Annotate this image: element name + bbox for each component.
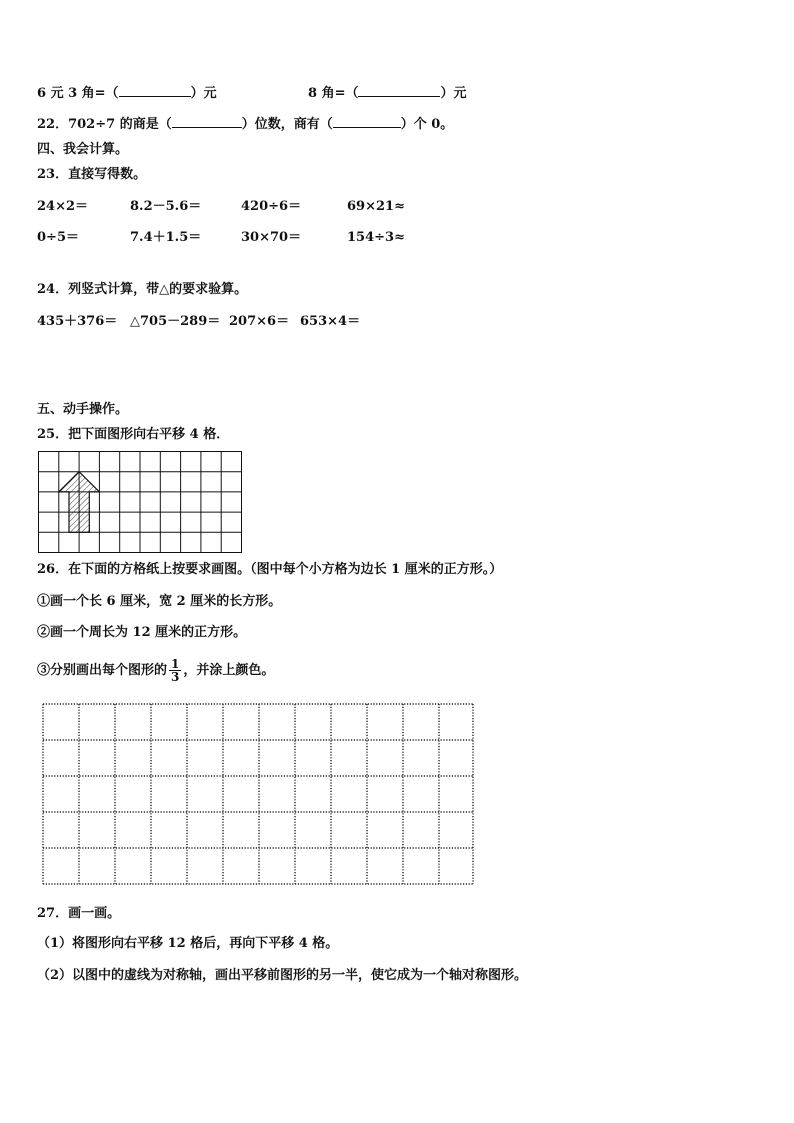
q23-item: 24×2＝ — [37, 199, 89, 214]
q23-title: 23．直接写得数。 — [37, 167, 147, 182]
q21-money-conversion-2 — [308, 84, 466, 102]
q25-title: 25．把下面图形向右平移 4 格． — [37, 427, 230, 442]
q21-right-prefix: 8 角=（ — [308, 86, 359, 101]
dotted-grid-lines — [43, 704, 473, 884]
answer-blank[interactable] — [358, 84, 440, 97]
q23-item: 7.4＋1.5＝ — [130, 230, 202, 245]
fraction-numerator: 1 — [171, 657, 180, 671]
q22-text-a: 702÷7 的商是（ — [68, 117, 172, 132]
answer-blank[interactable] — [333, 115, 401, 128]
q27-item-1: （1）将图形向右平移 12 格后，再向下平移 4 格。 — [37, 936, 339, 951]
fraction-one-third — [169, 658, 181, 683]
q22-question — [37, 115, 453, 133]
q26-item-1: ①画一个长 6 厘米，宽 2 厘米的长方形。 — [37, 594, 282, 609]
q21-money-conversion — [37, 84, 217, 102]
answer-blank[interactable] — [119, 84, 191, 97]
q21-left-prefix: 6 元 3 角=（ — [37, 86, 119, 101]
q27-item-2: （2）以图中的虚线为对称轴，画出平移前图形的另一半，使它成为一个轴对称图形。 — [37, 968, 528, 983]
q23-item: 0÷5＝ — [37, 230, 79, 245]
q23-item: 8.2－5.6＝ — [130, 199, 202, 214]
q24-item: △705－289＝ — [130, 314, 221, 329]
q26-title: 26．在下面的方格纸上按要求画图。（图中每个小方格为边长 1 厘米的正方形。） — [37, 562, 503, 577]
fraction-denominator: 3 — [171, 670, 180, 684]
section-4-title: 四、我会计算。 — [37, 142, 129, 157]
q23-item: 154÷3≈ — [347, 230, 405, 245]
q24-item: 207×6＝ — [229, 314, 290, 329]
arrow-shape — [59, 472, 100, 533]
q25-grid[interactable] — [38, 451, 243, 554]
q22-number: 22． — [37, 117, 69, 132]
q26-item-3-suffix: ，并涂上颜色。 — [183, 663, 275, 678]
q24-item: 435＋376＝ — [37, 314, 118, 329]
q24-title: 24．列竖式计算，带△的要求验算。 — [37, 282, 248, 297]
section-5-title: 五、动手操作。 — [37, 402, 129, 417]
q24-item: 653×4＝ — [300, 314, 361, 329]
q26-item-2: ②画一个周长为 12 厘米的正方形。 — [37, 625, 247, 640]
q27-title: 27．画一画。 — [37, 906, 121, 921]
q23-item: 69×21≈ — [347, 199, 405, 214]
q21-right-suffix: ）元 — [440, 86, 467, 101]
q22-text-b: ）位数，商有（ — [241, 117, 333, 132]
q21-left-suffix: ）元 — [190, 86, 217, 101]
q23-item: 30×70＝ — [241, 230, 302, 245]
q26-item-3 — [37, 658, 274, 683]
answer-blank[interactable] — [172, 115, 242, 128]
q22-text-c: ）个 0。 — [400, 117, 454, 132]
q26-item-3-prefix: ③分别画出每个图形的 — [37, 663, 168, 678]
q23-item: 420÷6＝ — [241, 199, 302, 214]
q26-dotted-grid[interactable] — [43, 704, 475, 886]
